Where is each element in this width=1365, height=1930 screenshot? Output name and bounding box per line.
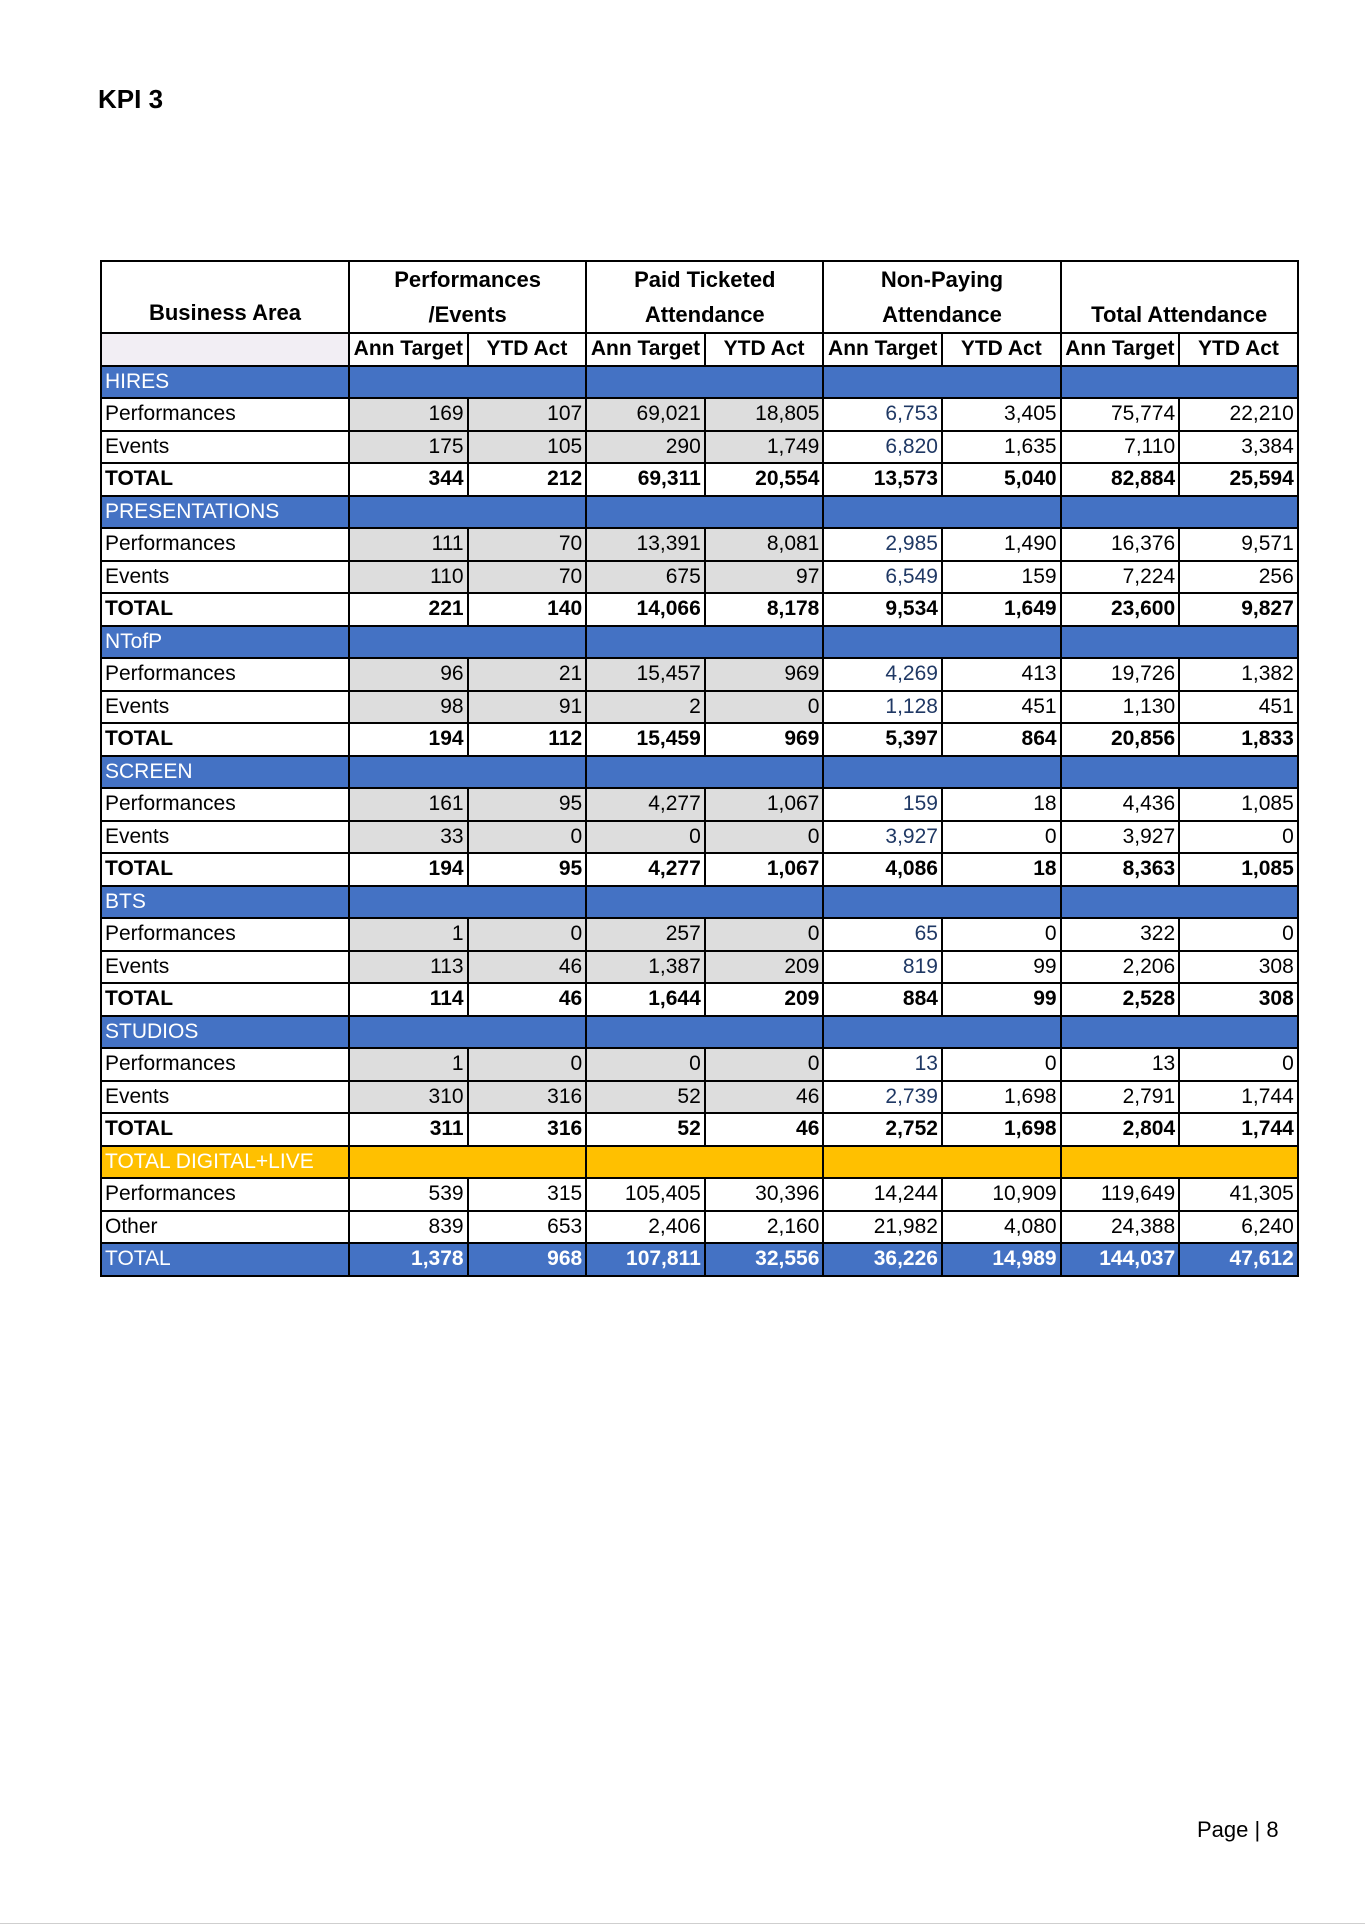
value-cell: 9,571 [1179, 528, 1298, 561]
row-label: Events [101, 431, 349, 464]
row-label: TOTAL [101, 853, 349, 886]
section-header [101, 496, 1298, 529]
value-cell: 884 [823, 983, 942, 1016]
section-bar-cell [349, 626, 586, 659]
value-cell: 1,067 [705, 853, 824, 886]
value-cell: 111 [349, 528, 468, 561]
value-cell: 99 [942, 951, 1061, 984]
total-row [101, 983, 1298, 1016]
value-cell: 52 [586, 1113, 705, 1146]
value-cell: 1,130 [1061, 691, 1180, 724]
table-row [101, 528, 1298, 561]
value-cell: 10,909 [942, 1178, 1061, 1211]
value-cell: 0 [942, 1048, 1061, 1081]
value-cell: 169 [349, 398, 468, 431]
sub-header: YTD Act [468, 333, 587, 366]
value-cell: 675 [586, 561, 705, 594]
value-cell: 0 [1179, 918, 1298, 951]
value-cell: 0 [468, 821, 587, 854]
section-bar-cell [1061, 626, 1298, 659]
value-cell: 46 [705, 1081, 824, 1114]
section-bar-cell [823, 496, 1060, 529]
value-cell: 91 [468, 691, 587, 724]
section-bar-cell [823, 1146, 1060, 1179]
section-bar-cell [1061, 496, 1298, 529]
value-cell: 4,086 [823, 853, 942, 886]
value-cell: 18 [942, 788, 1061, 821]
sub-header: YTD Act [942, 333, 1061, 366]
value-cell: 4,080 [942, 1211, 1061, 1244]
value-cell: 175 [349, 431, 468, 464]
section-bar-cell [349, 1016, 586, 1049]
value-cell: 316 [468, 1081, 587, 1114]
value-cell: 5,040 [942, 463, 1061, 496]
value-cell: 19,726 [1061, 658, 1180, 691]
value-cell: 290 [586, 431, 705, 464]
value-cell: 1,649 [942, 593, 1061, 626]
value-cell: 7,224 [1061, 561, 1180, 594]
value-cell: 194 [349, 853, 468, 886]
page-title: KPI 3 [98, 84, 164, 114]
row-label: TOTAL [101, 593, 349, 626]
value-cell: 95 [468, 788, 587, 821]
value-cell: 97 [705, 561, 824, 594]
value-cell: 1,067 [705, 788, 824, 821]
value-cell: 105,405 [586, 1178, 705, 1211]
row-label: Events [101, 951, 349, 984]
value-cell: 23,600 [1061, 593, 1180, 626]
value-cell: 70 [468, 561, 587, 594]
value-cell: 1,387 [586, 951, 705, 984]
table-row [101, 951, 1298, 984]
value-cell: 4,277 [586, 853, 705, 886]
value-cell: 107,811 [586, 1243, 705, 1276]
row-label: Performances [101, 1178, 349, 1211]
value-cell: 36,226 [823, 1243, 942, 1276]
value-cell: 14,066 [586, 593, 705, 626]
value-cell: 70 [468, 528, 587, 561]
value-cell: 159 [823, 788, 942, 821]
section-bar-cell [823, 1016, 1060, 1049]
value-cell: 969 [705, 658, 824, 691]
value-cell: 0 [705, 691, 824, 724]
row-label: Performances [101, 528, 349, 561]
table-row [101, 821, 1298, 854]
value-cell: 8,081 [705, 528, 824, 561]
row-label: TOTAL [101, 1113, 349, 1146]
row-label: TOTAL [101, 1243, 349, 1276]
section-bar-cell [586, 496, 823, 529]
sub-header: Ann Target [823, 333, 942, 366]
value-cell: 46 [468, 951, 587, 984]
sub-header: YTD Act [705, 333, 824, 366]
section-name: TOTAL DIGITAL+LIVE [101, 1146, 349, 1179]
value-cell: 24,388 [1061, 1211, 1180, 1244]
group-header-total-attendance: Total Attendance [1061, 261, 1298, 333]
value-cell: 65 [823, 918, 942, 951]
value-cell: 2,739 [823, 1081, 942, 1114]
section-bar-cell [349, 496, 586, 529]
group-header-paid-ticketed: Paid Ticketed Attendance [586, 261, 823, 333]
total-row [101, 463, 1298, 496]
value-cell: 144,037 [1061, 1243, 1180, 1276]
value-cell: 41,305 [1179, 1178, 1298, 1211]
value-cell: 46 [705, 1113, 824, 1146]
value-cell: 1,085 [1179, 788, 1298, 821]
row-label: Performances [101, 918, 349, 951]
sub-header-row [101, 333, 1298, 366]
value-cell: 0 [942, 918, 1061, 951]
value-cell: 13 [823, 1048, 942, 1081]
value-cell: 69,311 [586, 463, 705, 496]
value-cell: 2,160 [705, 1211, 824, 1244]
value-cell: 1,644 [586, 983, 705, 1016]
total-row [101, 723, 1298, 756]
value-cell: 18,805 [705, 398, 824, 431]
sub-header: Ann Target [1061, 333, 1180, 366]
value-cell: 0 [586, 821, 705, 854]
row-label: Events [101, 561, 349, 594]
section-bar-cell [1061, 1016, 1298, 1049]
section-bar-cell [1061, 366, 1298, 399]
value-cell: 1,698 [942, 1081, 1061, 1114]
value-cell: 256 [1179, 561, 1298, 594]
value-cell: 0 [705, 1048, 824, 1081]
value-cell: 3,927 [823, 821, 942, 854]
value-cell: 194 [349, 723, 468, 756]
value-cell: 413 [942, 658, 1061, 691]
value-cell: 18 [942, 853, 1061, 886]
section-bar-cell [586, 626, 823, 659]
value-cell: 2,791 [1061, 1081, 1180, 1114]
section-bar-cell [1061, 1146, 1298, 1179]
table-row [101, 398, 1298, 431]
value-cell: 209 [705, 983, 824, 1016]
value-cell: 159 [942, 561, 1061, 594]
section-name: PRESENTATIONS [101, 496, 349, 529]
value-cell: 344 [349, 463, 468, 496]
value-cell: 46 [468, 983, 587, 1016]
value-cell: 21,982 [823, 1211, 942, 1244]
value-cell: 322 [1061, 918, 1180, 951]
sub-header: YTD Act [1179, 333, 1298, 366]
page-number: Page | 8 [1197, 1817, 1279, 1842]
value-cell: 1,744 [1179, 1081, 1298, 1114]
value-cell: 315 [468, 1178, 587, 1211]
value-cell: 2,985 [823, 528, 942, 561]
value-cell: 819 [823, 951, 942, 984]
value-cell: 105 [468, 431, 587, 464]
total-row [101, 593, 1298, 626]
value-cell: 864 [942, 723, 1061, 756]
sub-header-blank [101, 333, 349, 366]
section-name: STUDIOS [101, 1016, 349, 1049]
value-cell: 3,384 [1179, 431, 1298, 464]
value-cell: 0 [942, 821, 1061, 854]
value-cell: 20,856 [1061, 723, 1180, 756]
value-cell: 2,804 [1061, 1113, 1180, 1146]
row-label: Other [101, 1211, 349, 1244]
total-row [101, 1243, 1298, 1276]
value-cell: 0 [705, 821, 824, 854]
value-cell: 969 [705, 723, 824, 756]
value-cell: 1 [349, 1048, 468, 1081]
value-cell: 2 [586, 691, 705, 724]
value-cell: 212 [468, 463, 587, 496]
value-cell: 140 [468, 593, 587, 626]
row-label: Performances [101, 658, 349, 691]
section-bar-cell [1061, 756, 1298, 789]
row-label: Events [101, 691, 349, 724]
value-cell: 3,405 [942, 398, 1061, 431]
value-cell: 98 [349, 691, 468, 724]
section-header [101, 1016, 1298, 1049]
value-cell: 539 [349, 1178, 468, 1211]
value-cell: 451 [942, 691, 1061, 724]
value-cell: 2,206 [1061, 951, 1180, 984]
value-cell: 113 [349, 951, 468, 984]
section-bar-cell [349, 756, 586, 789]
value-cell: 653 [468, 1211, 587, 1244]
value-cell: 14,989 [942, 1243, 1061, 1276]
table-row [101, 431, 1298, 464]
value-cell: 2,752 [823, 1113, 942, 1146]
section-bar-cell [586, 886, 823, 919]
value-cell: 1,382 [1179, 658, 1298, 691]
value-cell: 1,128 [823, 691, 942, 724]
section-bar-cell [349, 366, 586, 399]
grand-section-header [101, 1146, 1298, 1179]
value-cell: 2,406 [586, 1211, 705, 1244]
value-cell: 1,744 [1179, 1113, 1298, 1146]
total-row [101, 853, 1298, 886]
value-cell: 15,457 [586, 658, 705, 691]
sub-header: Ann Target [349, 333, 468, 366]
value-cell: 310 [349, 1081, 468, 1114]
value-cell: 107 [468, 398, 587, 431]
value-cell: 4,436 [1061, 788, 1180, 821]
value-cell: 82,884 [1061, 463, 1180, 496]
section-name: NTofP [101, 626, 349, 659]
value-cell: 1,833 [1179, 723, 1298, 756]
row-label: Events [101, 821, 349, 854]
value-cell: 1,378 [349, 1243, 468, 1276]
value-cell: 30,396 [705, 1178, 824, 1211]
value-cell: 8,363 [1061, 853, 1180, 886]
section-name: HIRES [101, 366, 349, 399]
table-row [101, 1178, 1298, 1211]
value-cell: 13,573 [823, 463, 942, 496]
group-header-row [101, 261, 1298, 333]
value-cell: 22,210 [1179, 398, 1298, 431]
value-cell: 308 [1179, 983, 1298, 1016]
value-cell: 32,556 [705, 1243, 824, 1276]
total-row [101, 1113, 1298, 1146]
value-cell: 968 [468, 1243, 587, 1276]
value-cell: 119,649 [1061, 1178, 1180, 1211]
row-label: TOTAL [101, 983, 349, 1016]
section-header [101, 886, 1298, 919]
value-cell: 0 [468, 1048, 587, 1081]
value-cell: 311 [349, 1113, 468, 1146]
value-cell: 52 [586, 1081, 705, 1114]
section-bar-cell [823, 886, 1060, 919]
value-cell: 308 [1179, 951, 1298, 984]
table-row [101, 918, 1298, 951]
value-cell: 6,753 [823, 398, 942, 431]
section-bar-cell [586, 366, 823, 399]
table-row [101, 561, 1298, 594]
table-row [101, 1048, 1298, 1081]
value-cell: 257 [586, 918, 705, 951]
value-cell: 221 [349, 593, 468, 626]
value-cell: 69,021 [586, 398, 705, 431]
section-bar-cell [1061, 886, 1298, 919]
value-cell: 112 [468, 723, 587, 756]
value-cell: 7,110 [1061, 431, 1180, 464]
page-bottom-rule [0, 1923, 1365, 1924]
row-label: Performances [101, 788, 349, 821]
value-cell: 0 [1179, 821, 1298, 854]
value-cell: 1,490 [942, 528, 1061, 561]
value-cell: 4,277 [586, 788, 705, 821]
value-cell: 9,827 [1179, 593, 1298, 626]
value-cell: 21 [468, 658, 587, 691]
value-cell: 1,635 [942, 431, 1061, 464]
value-cell: 1,698 [942, 1113, 1061, 1146]
group-header-performances: Performances /Events [349, 261, 586, 333]
value-cell: 1,085 [1179, 853, 1298, 886]
section-header [101, 366, 1298, 399]
value-cell: 16,376 [1061, 528, 1180, 561]
table-row [101, 691, 1298, 724]
value-cell: 13,391 [586, 528, 705, 561]
value-cell: 8,178 [705, 593, 824, 626]
value-cell: 20,554 [705, 463, 824, 496]
section-bar-cell [823, 756, 1060, 789]
section-bar-cell [586, 1016, 823, 1049]
value-cell: 4,269 [823, 658, 942, 691]
value-cell: 1,749 [705, 431, 824, 464]
section-header [101, 626, 1298, 659]
value-cell: 0 [1179, 1048, 1298, 1081]
value-cell: 6,820 [823, 431, 942, 464]
value-cell: 1 [349, 918, 468, 951]
value-cell: 110 [349, 561, 468, 594]
value-cell: 209 [705, 951, 824, 984]
value-cell: 14,244 [823, 1178, 942, 1211]
table-row [101, 658, 1298, 691]
value-cell: 6,240 [1179, 1211, 1298, 1244]
row-label: TOTAL [101, 723, 349, 756]
table-row [101, 1211, 1298, 1244]
table-row [101, 788, 1298, 821]
value-cell: 33 [349, 821, 468, 854]
row-label: Events [101, 1081, 349, 1114]
table-row [101, 1081, 1298, 1114]
value-cell: 0 [586, 1048, 705, 1081]
section-bar-cell [823, 366, 1060, 399]
value-cell: 13 [1061, 1048, 1180, 1081]
value-cell: 96 [349, 658, 468, 691]
section-name: SCREEN [101, 756, 349, 789]
row-label: TOTAL [101, 463, 349, 496]
section-name: BTS [101, 886, 349, 919]
group-header-non-paying: Non-Paying Attendance [823, 261, 1060, 333]
value-cell: 9,534 [823, 593, 942, 626]
value-cell: 75,774 [1061, 398, 1180, 431]
value-cell: 2,528 [1061, 983, 1180, 1016]
section-bar-cell [586, 1146, 823, 1179]
value-cell: 451 [1179, 691, 1298, 724]
section-bar-cell [823, 626, 1060, 659]
section-bar-cell [586, 756, 823, 789]
value-cell: 6,549 [823, 561, 942, 594]
value-cell: 99 [942, 983, 1061, 1016]
value-cell: 95 [468, 853, 587, 886]
value-cell: 161 [349, 788, 468, 821]
value-cell: 3,927 [1061, 821, 1180, 854]
value-cell: 316 [468, 1113, 587, 1146]
sub-header: Ann Target [586, 333, 705, 366]
value-cell: 25,594 [1179, 463, 1298, 496]
value-cell: 0 [468, 918, 587, 951]
value-cell: 839 [349, 1211, 468, 1244]
section-header [101, 756, 1298, 789]
kpi-table [100, 260, 1299, 1277]
value-cell: 5,397 [823, 723, 942, 756]
row-label: Performances [101, 1048, 349, 1081]
value-cell: 15,459 [586, 723, 705, 756]
value-cell: 114 [349, 983, 468, 1016]
row-label: Performances [101, 398, 349, 431]
section-bar-cell [349, 886, 586, 919]
business-area-header: Business Area [101, 261, 349, 333]
value-cell: 47,612 [1179, 1243, 1298, 1276]
value-cell: 0 [705, 918, 824, 951]
section-bar-cell [349, 1146, 586, 1179]
